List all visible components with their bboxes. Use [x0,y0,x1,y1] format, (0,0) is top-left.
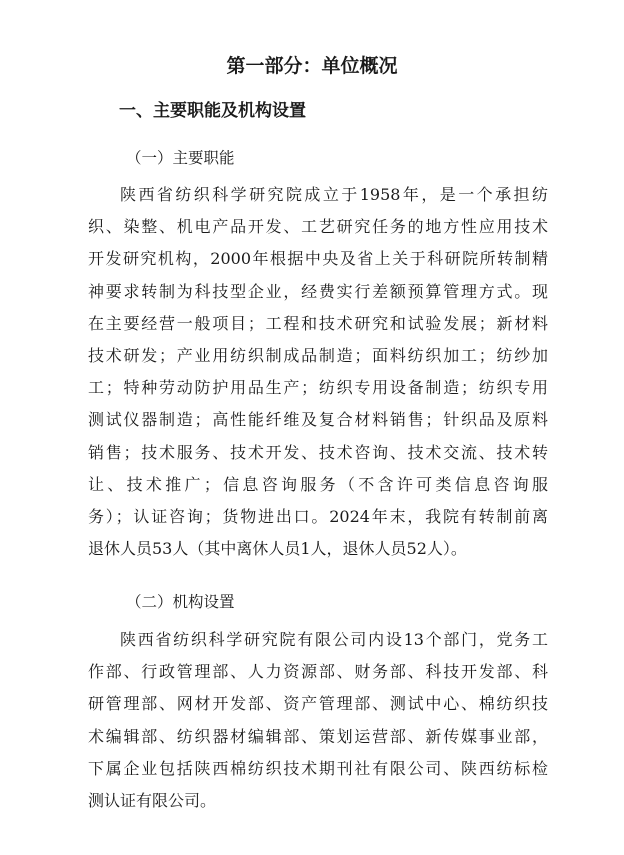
organization-paragraph [88,624,548,817]
paragraph-line: 技术研发；产业用纺织制成品制造；面料纺织加工；纺纱加 [88,345,548,365]
paragraph-line: 陕西省纺织科学研究院成立于1958年，是一个承担纺 [120,185,548,204]
paragraph-line: 退休人员53人（其中离休人员1人，退休人员52人）。 [88,539,467,559]
subsection-heading-main-functions: （一）主要职能 [126,149,235,167]
paragraph-line: 让、技术推广；信息咨询服务（不含许可类信息咨询服 [88,474,548,494]
paragraph-line: 测试仪器制造；高性能纤维及复合材料销售；针织品及原料 [88,410,548,430]
paragraph-line: 测认证有限公司。 [88,790,217,810]
paragraph-line: 作部、行政管理部、人力资源部、财务部、科技开发部、科 [88,662,548,682]
paragraph-line: 工；特种劳动防护用品生产；纺织专用设备制造；纺织专用 [88,378,548,398]
paragraph-line: 下属企业包括陕西棉纺织技术期刊社有限公司、陕西纺标检 [88,758,548,778]
paragraph-line: 织、染整、机电产品开发、工艺研究任务的地方性应用技术 [88,217,548,237]
main-functions-paragraph [88,179,548,565]
paragraph-line: 神要求转制为科技型企业，经费实行差额预算管理方式。现 [88,281,548,301]
page-title: 第一部分：单位概况 [226,55,398,77]
paragraph-line: 陕西省纺织科学研究院有限公司内设13个部门，党务工 [120,630,548,649]
paragraph-line: 在主要经营一般项目；工程和技术研究和试验发展；新材料 [88,313,548,333]
paragraph-line: 开发研究机构，2000年根据中央及省上关于科研院所转制精 [88,249,548,269]
paragraph-line: 术编辑部、纺织器材编辑部、策划运营部、新传媒事业部， [88,726,548,746]
section-heading: 一、主要职能及机构设置 [119,101,306,121]
paragraph-line: 研管理部、网材开发部、资产管理部、测试中心、棉纺织技 [88,694,548,714]
subsection-heading-organization: （二）机构设置 [126,593,235,611]
paragraph-line: 务）；认证咨询；货物进出口。2024年末，我院有转制前离 [88,506,548,526]
paragraph-line: 销售；技术服务、技术开发、技术咨询、技术交流、技术转 [88,442,548,462]
